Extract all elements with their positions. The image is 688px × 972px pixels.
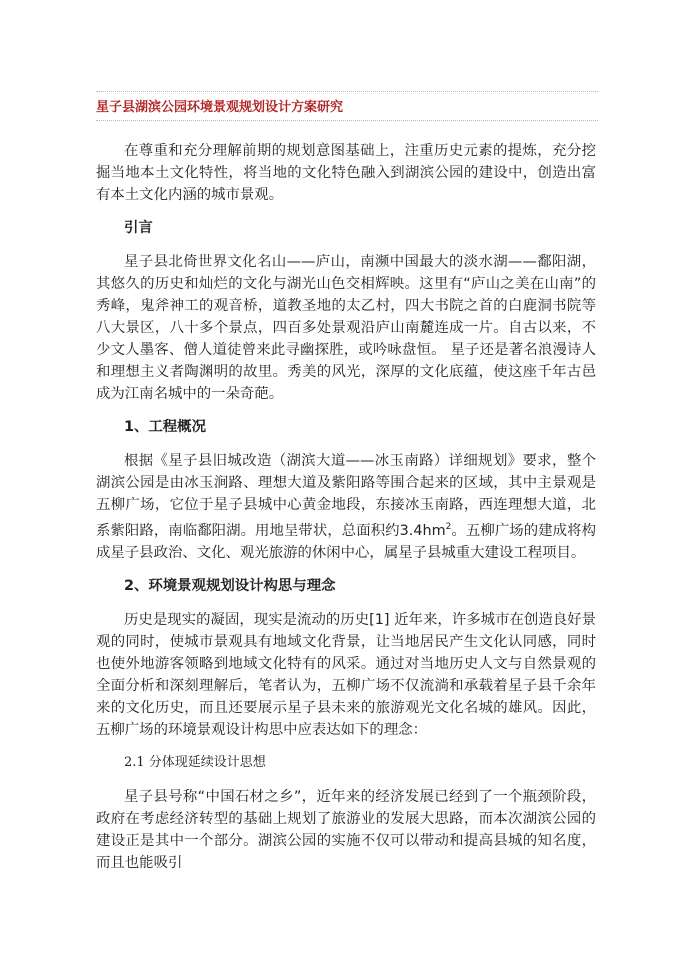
section2-1-heading: 2.1 分体现延续设计思想 bbox=[124, 754, 266, 770]
section-intro-paragraph: 星子县北倚世界文化名山——庐山，南濒中国最大的淡水湖——鄱阳湖，其悠久的历史和灿烂的文化与湖光山色交相辉映。这里有“庐山之美在山南”的秀峰，鬼斧神工的观音桥，道教圣地的太乙村，四大书院之首的白鹿洞书院等八大景区，八十多个景点，四百多处景观沿庐山南麓连成一片。自古以来，不少文人墨客、僧人道徒曾来此寻幽探胜，或吟咏盘恒。 星子还是著名浪漫诗人和理想主义者陶渊明的故里。秀美的风光，深厚的文化底蕴，使这座千年古邑成为江南名城中的一朵奇葩。 bbox=[96, 254, 596, 402]
document-title[interactable]: 星子县湖滨公园环境景观规划设计方案研究 bbox=[96, 100, 344, 115]
area-unit-superscript: 2 bbox=[445, 522, 452, 532]
article-body bbox=[96, 140, 596, 874]
section1-paragraph-end: 。五柳广场的建成将构成星子县政治、文化、观光旅游的休闲中心，属星子县城重大建设工程项目。 bbox=[96, 522, 596, 561]
section-intro-heading: 引言 bbox=[124, 220, 153, 236]
title-top-rule bbox=[96, 91, 598, 92]
section1-paragraph bbox=[96, 450, 596, 564]
section1-paragraph-start: 根据《星子县旧城改造（湖滨大道——冰玉南路）详细规划》要求，整个湖滨公园是由冰玉涧路、理想大道及紫阳路等围合起来的区域，其中主景观是五柳广场，它位于星子县城中心黄金地段，东接冰玉南路，西连理想大道，北系紫阳路，南临鄱阳湖。用地呈带状，总面积约3.4hm bbox=[96, 453, 596, 539]
section2-paragraph: 历史是现实的凝固，现实是流动的历史[1] 近年来，许多城市在创造良好景观的同时，使城市景观具有地域文化背景，让当地居民产生文化认同感，同时也使外地游客领略到地域文化特有的风采。通过对当地历史人文与自然景观的全面分析和深刻理解后，笔者认为，五柳广场不仅流淌和承载着星子县千余年来的文化历史，而且还要展示星子县未来的旅游观光文化名城的雄风。因此，五柳广场的环境景观设计构思中应表达如下的理念： bbox=[96, 611, 596, 738]
section2-heading: 2、环境景观规划设计构思与理念 bbox=[124, 577, 336, 594]
intro-paragraph: 在尊重和充分理解前期的规划意图基础上，注重历史元素的提炼，充分挖掘当地本土文化特性，将当地的文化特色融入到湖滨公园的建设中，创造出富有本土文化内涵的城市景观。 bbox=[96, 143, 596, 203]
title-bottom-rule bbox=[96, 120, 598, 121]
section1-heading: 1、工程概况 bbox=[124, 419, 206, 435]
section2-1-paragraph: 星子县号称“中国石材之乡”，近年来的经济发展已经到了一个瓶颈阶段，政府在考虑经济转型的基础上规划了旅游业的发展大思路，而本次湖滨公园的建设正是其中一个部分。湖滨公园的实施不仅可以带动和提高县城的知名度，而且也能吸引 bbox=[96, 788, 596, 871]
